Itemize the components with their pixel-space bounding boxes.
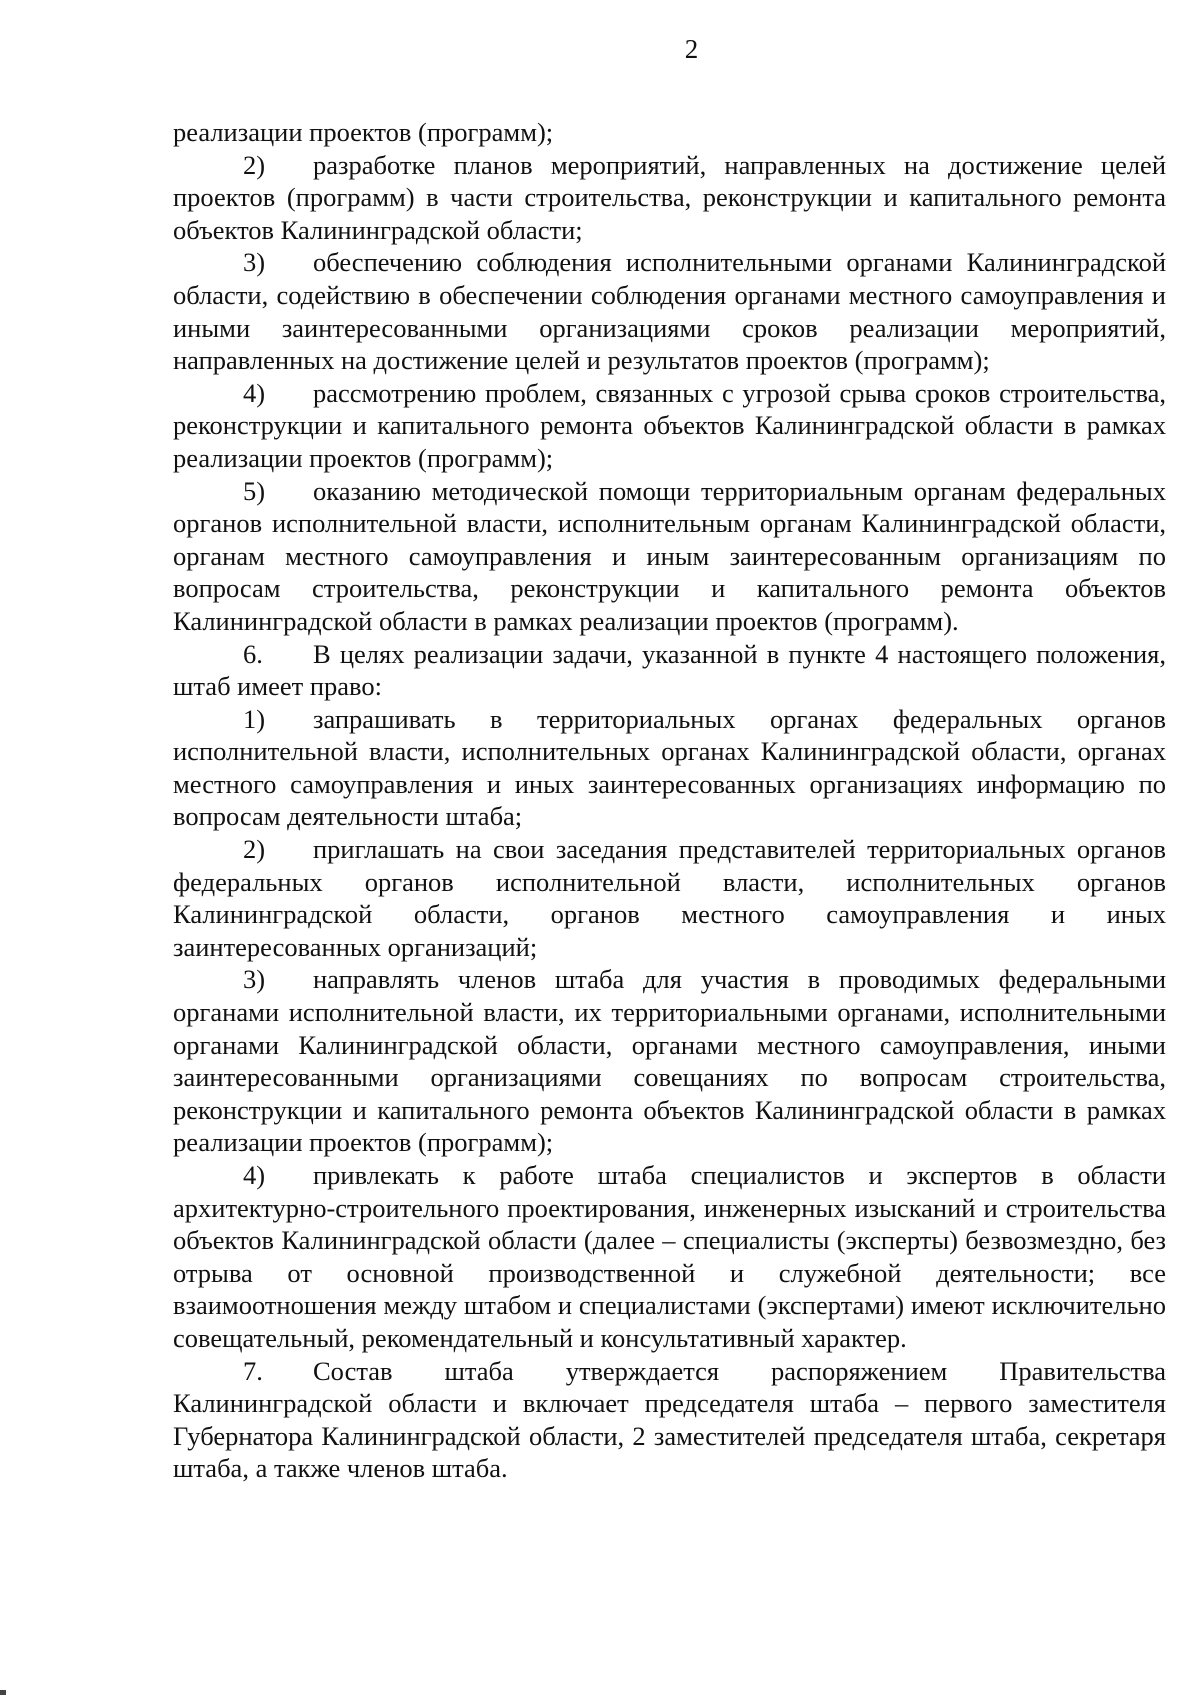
item-number: 3) [243, 247, 266, 278]
section-item [173, 638, 1166, 703]
paragraph-text: рассмотрению проблем, связанных с угрозой срыва сроков строительства, реконструкции и капитального ремонта объектов Калининградской области в рамках реализации проектов (программ); [173, 377, 1166, 473]
paragraph-text: привлекать к работе штаба специалистов и экспертов в области архитектурно-строительного проектирования, инженерных изысканий и строительства объектов Калининградской области (далее – специалисты (эксперты) безвозмездно, без отрыва от основной производственной и служебной деятельности; все взаимоотношения между штабом и специалистами (экспертами) имеют исключительно совещательный, рекомендательный и консультативный характер. [173, 1160, 1166, 1353]
list-item [173, 703, 1166, 833]
list-item [173, 1159, 1166, 1355]
item-number: 6. [243, 638, 263, 669]
paragraph-text: обеспечению соблюдения исполнительными органами Калининградской области, содействию в обеспечении соблюдения органами местного самоуправления и иными заинтересованными организациями сроков реализации мероприятий, направленных на достижение целей и результатов проектов (программ); [173, 247, 1166, 376]
list-item [173, 149, 1166, 247]
item-number: 7. [243, 1355, 263, 1386]
list-item [173, 833, 1166, 963]
paragraph-text: Состав штаба утверждается распоряжением Правительства Калининградской области и включает председателя штаба – первого заместителя Губернатора Калининградской области, 2 заместителей председателя штаба, секретаря штаба, а также членов штаба. [173, 1355, 1166, 1484]
scan-artifact [0, 1690, 6, 1695]
item-number: 4) [243, 377, 266, 408]
list-item [173, 475, 1166, 638]
paragraph-text: разработке планов мероприятий, направленных на достижение целей проектов (программ) в части строительства, реконструкции и капитального ремонта объектов Калининградской области; [173, 149, 1166, 245]
document-body [173, 116, 1166, 1485]
paragraph-text: В целях реализации задачи, указанной в пункте 4 настоящего положения, штаб имеет право: [173, 638, 1166, 702]
item-number: 3) [243, 964, 266, 995]
list-item [173, 963, 1166, 1159]
page-number: 2 [684, 34, 699, 64]
paragraph-text: приглашать на свои заседания представителей территориальных органов федеральных органов исполнительной власти, исполнительных органов Калининградской области, органов местного самоуправления и иных заинтересованных организаций; [173, 834, 1166, 962]
item-number: 4) [243, 1160, 266, 1190]
paragraph-text: направлять членов штаба для участия в проводимых федеральными органами исполнительной власти, их территориальными органами, исполнительными органами Калининградской области, органами местного самоуправления, иными заинтересованными организациями совещаниях по вопросам строительства, реконструкции и капитального ремонта объектов Калининградской области в рамках реализации проектов (программ); [173, 964, 1166, 1158]
item-number: 5) [243, 475, 266, 506]
item-number: 1) [243, 703, 266, 734]
section-item [173, 1355, 1166, 1485]
paragraph-continuation [173, 116, 1166, 149]
list-item [173, 377, 1166, 475]
item-number: 2) [243, 834, 266, 865]
paragraph-text: запрашивать в территориальных органах федеральных органов исполнительной власти, исполнительных органах Калининградской области, органах местного самоуправления и иных заинтересованных организациях информацию по вопросам деятельности штаба; [173, 703, 1166, 832]
paragraph-text: оказанию методической помощи территориальным органам федеральных органов исполнительной власти, исполнительным органам Калининградской области, органам местного самоуправления и иным заинтересованным организациям по вопросам строительства, реконструкции и капитального ремонта объектов Калининградской области в рамках реализации проектов (программ). [173, 475, 1166, 636]
paragraph-text: реализации проектов (программ); [173, 117, 554, 147]
list-item [173, 246, 1166, 376]
item-number: 2) [243, 149, 266, 180]
